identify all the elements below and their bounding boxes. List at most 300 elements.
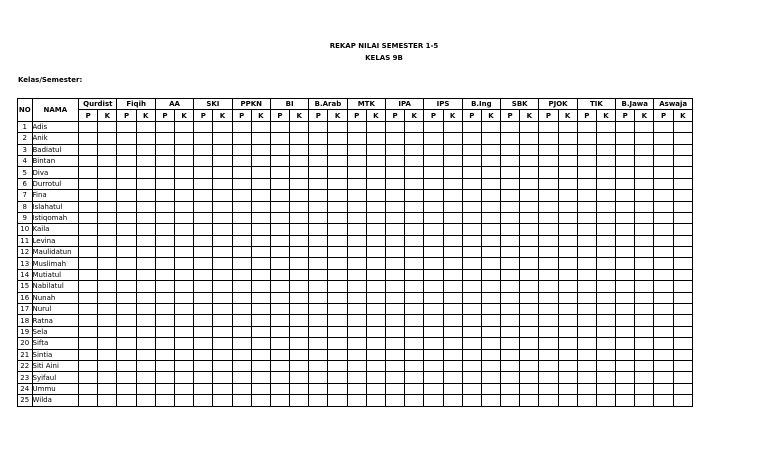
grade-cell[interactable] — [424, 201, 443, 212]
grade-cell[interactable] — [424, 155, 443, 166]
grade-cell[interactable] — [251, 224, 270, 235]
grade-cell[interactable] — [481, 155, 500, 166]
grade-cell[interactable] — [654, 247, 673, 258]
grade-cell[interactable] — [539, 315, 558, 326]
grade-cell[interactable] — [309, 235, 328, 246]
grade-cell[interactable] — [673, 304, 692, 315]
grade-cell[interactable] — [481, 395, 500, 406]
grade-cell[interactable] — [673, 178, 692, 189]
grade-cell[interactable] — [290, 292, 309, 303]
grade-cell[interactable] — [232, 247, 251, 258]
grade-cell[interactable] — [520, 360, 539, 371]
grade-cell[interactable] — [98, 395, 117, 406]
grade-cell[interactable] — [290, 258, 309, 269]
grade-cell[interactable] — [385, 247, 404, 258]
grade-cell[interactable] — [501, 292, 520, 303]
grade-cell[interactable] — [328, 372, 347, 383]
grade-cell[interactable] — [366, 349, 385, 360]
grade-cell[interactable] — [520, 292, 539, 303]
grade-cell[interactable] — [155, 383, 174, 394]
grade-cell[interactable] — [501, 338, 520, 349]
grade-cell[interactable] — [577, 315, 596, 326]
grade-cell[interactable] — [405, 326, 424, 337]
grade-cell[interactable] — [539, 349, 558, 360]
grade-cell[interactable] — [481, 235, 500, 246]
grade-cell[interactable] — [596, 178, 615, 189]
grade-cell[interactable] — [213, 349, 232, 360]
grade-cell[interactable] — [79, 372, 98, 383]
grade-cell[interactable] — [136, 360, 155, 371]
grade-cell[interactable] — [79, 304, 98, 315]
grade-cell[interactable] — [251, 235, 270, 246]
grade-cell[interactable] — [596, 155, 615, 166]
grade-cell[interactable] — [635, 281, 654, 292]
grade-cell[interactable] — [194, 315, 213, 326]
grade-cell[interactable] — [117, 269, 136, 280]
grade-cell[interactable] — [232, 190, 251, 201]
grade-cell[interactable] — [328, 395, 347, 406]
grade-cell[interactable] — [577, 133, 596, 144]
grade-cell[interactable] — [501, 224, 520, 235]
grade-cell[interactable] — [194, 178, 213, 189]
grade-cell[interactable] — [635, 144, 654, 155]
grade-cell[interactable] — [117, 178, 136, 189]
grade-cell[interactable] — [539, 258, 558, 269]
grade-cell[interactable] — [347, 224, 366, 235]
grade-cell[interactable] — [385, 258, 404, 269]
grade-cell[interactable] — [155, 338, 174, 349]
grade-cell[interactable] — [309, 155, 328, 166]
grade-cell[interactable] — [654, 326, 673, 337]
grade-cell[interactable] — [309, 212, 328, 223]
grade-cell[interactable] — [251, 326, 270, 337]
grade-cell[interactable] — [462, 383, 481, 394]
grade-cell[interactable] — [366, 372, 385, 383]
grade-cell[interactable] — [501, 349, 520, 360]
grade-cell[interactable] — [232, 167, 251, 178]
grade-cell[interactable] — [405, 190, 424, 201]
grade-cell[interactable] — [213, 144, 232, 155]
grade-cell[interactable] — [155, 155, 174, 166]
grade-cell[interactable] — [98, 212, 117, 223]
grade-cell[interactable] — [79, 383, 98, 394]
grade-cell[interactable] — [98, 155, 117, 166]
grade-cell[interactable] — [117, 133, 136, 144]
grade-cell[interactable] — [79, 121, 98, 132]
grade-cell[interactable] — [194, 224, 213, 235]
grade-cell[interactable] — [616, 258, 635, 269]
grade-cell[interactable] — [616, 360, 635, 371]
grade-cell[interactable] — [136, 133, 155, 144]
grade-cell[interactable] — [194, 360, 213, 371]
grade-cell[interactable] — [577, 281, 596, 292]
grade-cell[interactable] — [596, 372, 615, 383]
grade-cell[interactable] — [79, 178, 98, 189]
grade-cell[interactable] — [539, 383, 558, 394]
grade-cell[interactable] — [520, 190, 539, 201]
grade-cell[interactable] — [175, 167, 194, 178]
grade-cell[interactable] — [405, 155, 424, 166]
grade-cell[interactable] — [558, 201, 577, 212]
grade-cell[interactable] — [194, 304, 213, 315]
grade-cell[interactable] — [539, 338, 558, 349]
grade-cell[interactable] — [481, 247, 500, 258]
grade-cell[interactable] — [79, 144, 98, 155]
grade-cell[interactable] — [616, 247, 635, 258]
grade-cell[interactable] — [654, 281, 673, 292]
grade-cell[interactable] — [328, 167, 347, 178]
grade-cell[interactable] — [424, 281, 443, 292]
grade-cell[interactable] — [328, 338, 347, 349]
grade-cell[interactable] — [501, 247, 520, 258]
grade-cell[interactable] — [213, 281, 232, 292]
grade-cell[interactable] — [98, 133, 117, 144]
grade-cell[interactable] — [520, 144, 539, 155]
grade-cell[interactable] — [520, 304, 539, 315]
grade-cell[interactable] — [501, 326, 520, 337]
grade-cell[interactable] — [654, 269, 673, 280]
grade-cell[interactable] — [117, 212, 136, 223]
grade-cell[interactable] — [309, 247, 328, 258]
grade-cell[interactable] — [175, 133, 194, 144]
grade-cell[interactable] — [366, 235, 385, 246]
grade-cell[interactable] — [213, 360, 232, 371]
grade-cell[interactable] — [539, 304, 558, 315]
grade-cell[interactable] — [175, 155, 194, 166]
grade-cell[interactable] — [328, 360, 347, 371]
grade-cell[interactable] — [117, 121, 136, 132]
grade-cell[interactable] — [79, 292, 98, 303]
grade-cell[interactable] — [616, 372, 635, 383]
grade-cell[interactable] — [117, 326, 136, 337]
grade-cell[interactable] — [481, 349, 500, 360]
grade-cell[interactable] — [673, 224, 692, 235]
grade-cell[interactable] — [175, 315, 194, 326]
grade-cell[interactable] — [98, 281, 117, 292]
grade-cell[interactable] — [654, 155, 673, 166]
grade-cell[interactable] — [654, 167, 673, 178]
grade-cell[interactable] — [520, 383, 539, 394]
grade-cell[interactable] — [596, 235, 615, 246]
grade-cell[interactable] — [251, 395, 270, 406]
grade-cell[interactable] — [385, 167, 404, 178]
grade-cell[interactable] — [443, 121, 462, 132]
grade-cell[interactable] — [596, 281, 615, 292]
grade-cell[interactable] — [616, 212, 635, 223]
grade-cell[interactable] — [155, 235, 174, 246]
grade-cell[interactable] — [558, 395, 577, 406]
grade-cell[interactable] — [443, 315, 462, 326]
grade-cell[interactable] — [616, 304, 635, 315]
grade-cell[interactable] — [558, 372, 577, 383]
grade-cell[interactable] — [136, 304, 155, 315]
grade-cell[interactable] — [213, 167, 232, 178]
grade-cell[interactable] — [539, 269, 558, 280]
grade-cell[interactable] — [232, 360, 251, 371]
grade-cell[interactable] — [175, 372, 194, 383]
grade-cell[interactable] — [443, 304, 462, 315]
grade-cell[interactable] — [673, 144, 692, 155]
grade-cell[interactable] — [251, 121, 270, 132]
grade-cell[interactable] — [405, 383, 424, 394]
grade-cell[interactable] — [405, 395, 424, 406]
grade-cell[interactable] — [309, 201, 328, 212]
grade-cell[interactable] — [501, 133, 520, 144]
grade-cell[interactable] — [443, 167, 462, 178]
grade-cell[interactable] — [481, 326, 500, 337]
grade-cell[interactable] — [175, 269, 194, 280]
grade-cell[interactable] — [251, 269, 270, 280]
grade-cell[interactable] — [347, 281, 366, 292]
grade-cell[interactable] — [309, 315, 328, 326]
grade-cell[interactable] — [136, 212, 155, 223]
grade-cell[interactable] — [270, 190, 289, 201]
grade-cell[interactable] — [79, 281, 98, 292]
grade-cell[interactable] — [213, 121, 232, 132]
grade-cell[interactable] — [577, 144, 596, 155]
grade-cell[interactable] — [443, 269, 462, 280]
grade-cell[interactable] — [635, 338, 654, 349]
grade-cell[interactable] — [462, 224, 481, 235]
grade-cell[interactable] — [136, 349, 155, 360]
grade-cell[interactable] — [405, 360, 424, 371]
grade-cell[interactable] — [117, 372, 136, 383]
grade-cell[interactable] — [117, 395, 136, 406]
grade-cell[interactable] — [481, 121, 500, 132]
grade-cell[interactable] — [462, 269, 481, 280]
grade-cell[interactable] — [98, 349, 117, 360]
grade-cell[interactable] — [213, 338, 232, 349]
grade-cell[interactable] — [175, 178, 194, 189]
grade-cell[interactable] — [213, 224, 232, 235]
grade-cell[interactable] — [405, 372, 424, 383]
grade-cell[interactable] — [79, 212, 98, 223]
grade-cell[interactable] — [520, 178, 539, 189]
grade-cell[interactable] — [98, 190, 117, 201]
grade-cell[interactable] — [443, 144, 462, 155]
grade-cell[interactable] — [155, 201, 174, 212]
grade-cell[interactable] — [232, 121, 251, 132]
grade-cell[interactable] — [405, 224, 424, 235]
grade-cell[interactable] — [501, 304, 520, 315]
grade-cell[interactable] — [328, 326, 347, 337]
grade-cell[interactable] — [98, 247, 117, 258]
grade-cell[interactable] — [539, 212, 558, 223]
grade-cell[interactable] — [194, 144, 213, 155]
grade-cell[interactable] — [443, 190, 462, 201]
grade-cell[interactable] — [539, 224, 558, 235]
grade-cell[interactable] — [117, 315, 136, 326]
grade-cell[interactable] — [117, 349, 136, 360]
grade-cell[interactable] — [558, 121, 577, 132]
grade-cell[interactable] — [232, 383, 251, 394]
grade-cell[interactable] — [405, 349, 424, 360]
grade-cell[interactable] — [673, 167, 692, 178]
grade-cell[interactable] — [232, 281, 251, 292]
grade-cell[interactable] — [232, 178, 251, 189]
grade-cell[interactable] — [194, 155, 213, 166]
grade-cell[interactable] — [385, 235, 404, 246]
grade-cell[interactable] — [654, 201, 673, 212]
grade-cell[interactable] — [405, 304, 424, 315]
grade-cell[interactable] — [424, 167, 443, 178]
grade-cell[interactable] — [616, 190, 635, 201]
grade-cell[interactable] — [558, 133, 577, 144]
grade-cell[interactable] — [117, 338, 136, 349]
grade-cell[interactable] — [558, 247, 577, 258]
grade-cell[interactable] — [481, 281, 500, 292]
grade-cell[interactable] — [616, 383, 635, 394]
grade-cell[interactable] — [347, 360, 366, 371]
grade-cell[interactable] — [290, 326, 309, 337]
grade-cell[interactable] — [462, 178, 481, 189]
grade-cell[interactable] — [443, 155, 462, 166]
grade-cell[interactable] — [270, 338, 289, 349]
grade-cell[interactable] — [577, 349, 596, 360]
grade-cell[interactable] — [385, 395, 404, 406]
grade-cell[interactable] — [270, 281, 289, 292]
grade-cell[interactable] — [136, 269, 155, 280]
grade-cell[interactable] — [596, 212, 615, 223]
grade-cell[interactable] — [616, 315, 635, 326]
grade-cell[interactable] — [136, 167, 155, 178]
grade-cell[interactable] — [481, 304, 500, 315]
grade-cell[interactable] — [539, 121, 558, 132]
grade-cell[interactable] — [443, 178, 462, 189]
grade-cell[interactable] — [424, 338, 443, 349]
grade-cell[interactable] — [539, 144, 558, 155]
grade-cell[interactable] — [175, 395, 194, 406]
grade-cell[interactable] — [79, 395, 98, 406]
grade-cell[interactable] — [405, 281, 424, 292]
grade-cell[interactable] — [405, 338, 424, 349]
grade-cell[interactable] — [270, 258, 289, 269]
grade-cell[interactable] — [424, 349, 443, 360]
grade-cell[interactable] — [635, 395, 654, 406]
grade-cell[interactable] — [501, 190, 520, 201]
grade-cell[interactable] — [366, 315, 385, 326]
grade-cell[interactable] — [654, 144, 673, 155]
grade-cell[interactable] — [654, 121, 673, 132]
grade-cell[interactable] — [501, 235, 520, 246]
grade-cell[interactable] — [520, 395, 539, 406]
grade-cell[interactable] — [117, 155, 136, 166]
grade-cell[interactable] — [232, 372, 251, 383]
grade-cell[interactable] — [481, 372, 500, 383]
grade-cell[interactable] — [232, 338, 251, 349]
grade-cell[interactable] — [501, 144, 520, 155]
grade-cell[interactable] — [309, 383, 328, 394]
grade-cell[interactable] — [596, 349, 615, 360]
grade-cell[interactable] — [635, 247, 654, 258]
grade-cell[interactable] — [328, 269, 347, 280]
grade-cell[interactable] — [673, 326, 692, 337]
grade-cell[interactable] — [462, 167, 481, 178]
grade-cell[interactable] — [596, 247, 615, 258]
grade-cell[interactable] — [385, 133, 404, 144]
grade-cell[interactable] — [424, 258, 443, 269]
grade-cell[interactable] — [79, 201, 98, 212]
grade-cell[interactable] — [347, 247, 366, 258]
grade-cell[interactable] — [501, 178, 520, 189]
grade-cell[interactable] — [366, 338, 385, 349]
grade-cell[interactable] — [520, 167, 539, 178]
grade-cell[interactable] — [79, 258, 98, 269]
grade-cell[interactable] — [366, 383, 385, 394]
grade-cell[interactable] — [117, 201, 136, 212]
grade-cell[interactable] — [405, 133, 424, 144]
grade-cell[interactable] — [635, 258, 654, 269]
grade-cell[interactable] — [194, 395, 213, 406]
grade-cell[interactable] — [673, 349, 692, 360]
grade-cell[interactable] — [232, 304, 251, 315]
grade-cell[interactable] — [462, 326, 481, 337]
grade-cell[interactable] — [366, 247, 385, 258]
grade-cell[interactable] — [462, 144, 481, 155]
grade-cell[interactable] — [481, 258, 500, 269]
grade-cell[interactable] — [501, 167, 520, 178]
grade-cell[interactable] — [385, 212, 404, 223]
grade-cell[interactable] — [309, 269, 328, 280]
grade-cell[interactable] — [385, 201, 404, 212]
grade-cell[interactable] — [501, 155, 520, 166]
grade-cell[interactable] — [635, 269, 654, 280]
grade-cell[interactable] — [213, 212, 232, 223]
grade-cell[interactable] — [347, 292, 366, 303]
grade-cell[interactable] — [347, 121, 366, 132]
grade-cell[interactable] — [290, 372, 309, 383]
grade-cell[interactable] — [117, 292, 136, 303]
grade-cell[interactable] — [175, 383, 194, 394]
grade-cell[interactable] — [385, 224, 404, 235]
grade-cell[interactable] — [673, 269, 692, 280]
grade-cell[interactable] — [366, 304, 385, 315]
grade-cell[interactable] — [385, 372, 404, 383]
grade-cell[interactable] — [596, 395, 615, 406]
grade-cell[interactable] — [251, 155, 270, 166]
grade-cell[interactable] — [443, 258, 462, 269]
grade-cell[interactable] — [136, 235, 155, 246]
grade-cell[interactable] — [155, 258, 174, 269]
grade-cell[interactable] — [596, 190, 615, 201]
grade-cell[interactable] — [136, 155, 155, 166]
grade-cell[interactable] — [290, 133, 309, 144]
grade-cell[interactable] — [673, 292, 692, 303]
grade-cell[interactable] — [424, 178, 443, 189]
grade-cell[interactable] — [194, 235, 213, 246]
grade-cell[interactable] — [385, 383, 404, 394]
grade-cell[interactable] — [232, 326, 251, 337]
grade-cell[interactable] — [136, 372, 155, 383]
grade-cell[interactable] — [251, 292, 270, 303]
grade-cell[interactable] — [673, 190, 692, 201]
grade-cell[interactable] — [155, 224, 174, 235]
grade-cell[interactable] — [462, 212, 481, 223]
grade-cell[interactable] — [462, 155, 481, 166]
grade-cell[interactable] — [616, 395, 635, 406]
grade-cell[interactable] — [443, 281, 462, 292]
grade-cell[interactable] — [309, 281, 328, 292]
grade-cell[interactable] — [213, 247, 232, 258]
grade-cell[interactable] — [616, 178, 635, 189]
grade-cell[interactable] — [309, 304, 328, 315]
grade-cell[interactable] — [424, 292, 443, 303]
grade-cell[interactable] — [117, 224, 136, 235]
grade-cell[interactable] — [175, 144, 194, 155]
grade-cell[interactable] — [270, 383, 289, 394]
grade-cell[interactable] — [443, 235, 462, 246]
grade-cell[interactable] — [443, 201, 462, 212]
